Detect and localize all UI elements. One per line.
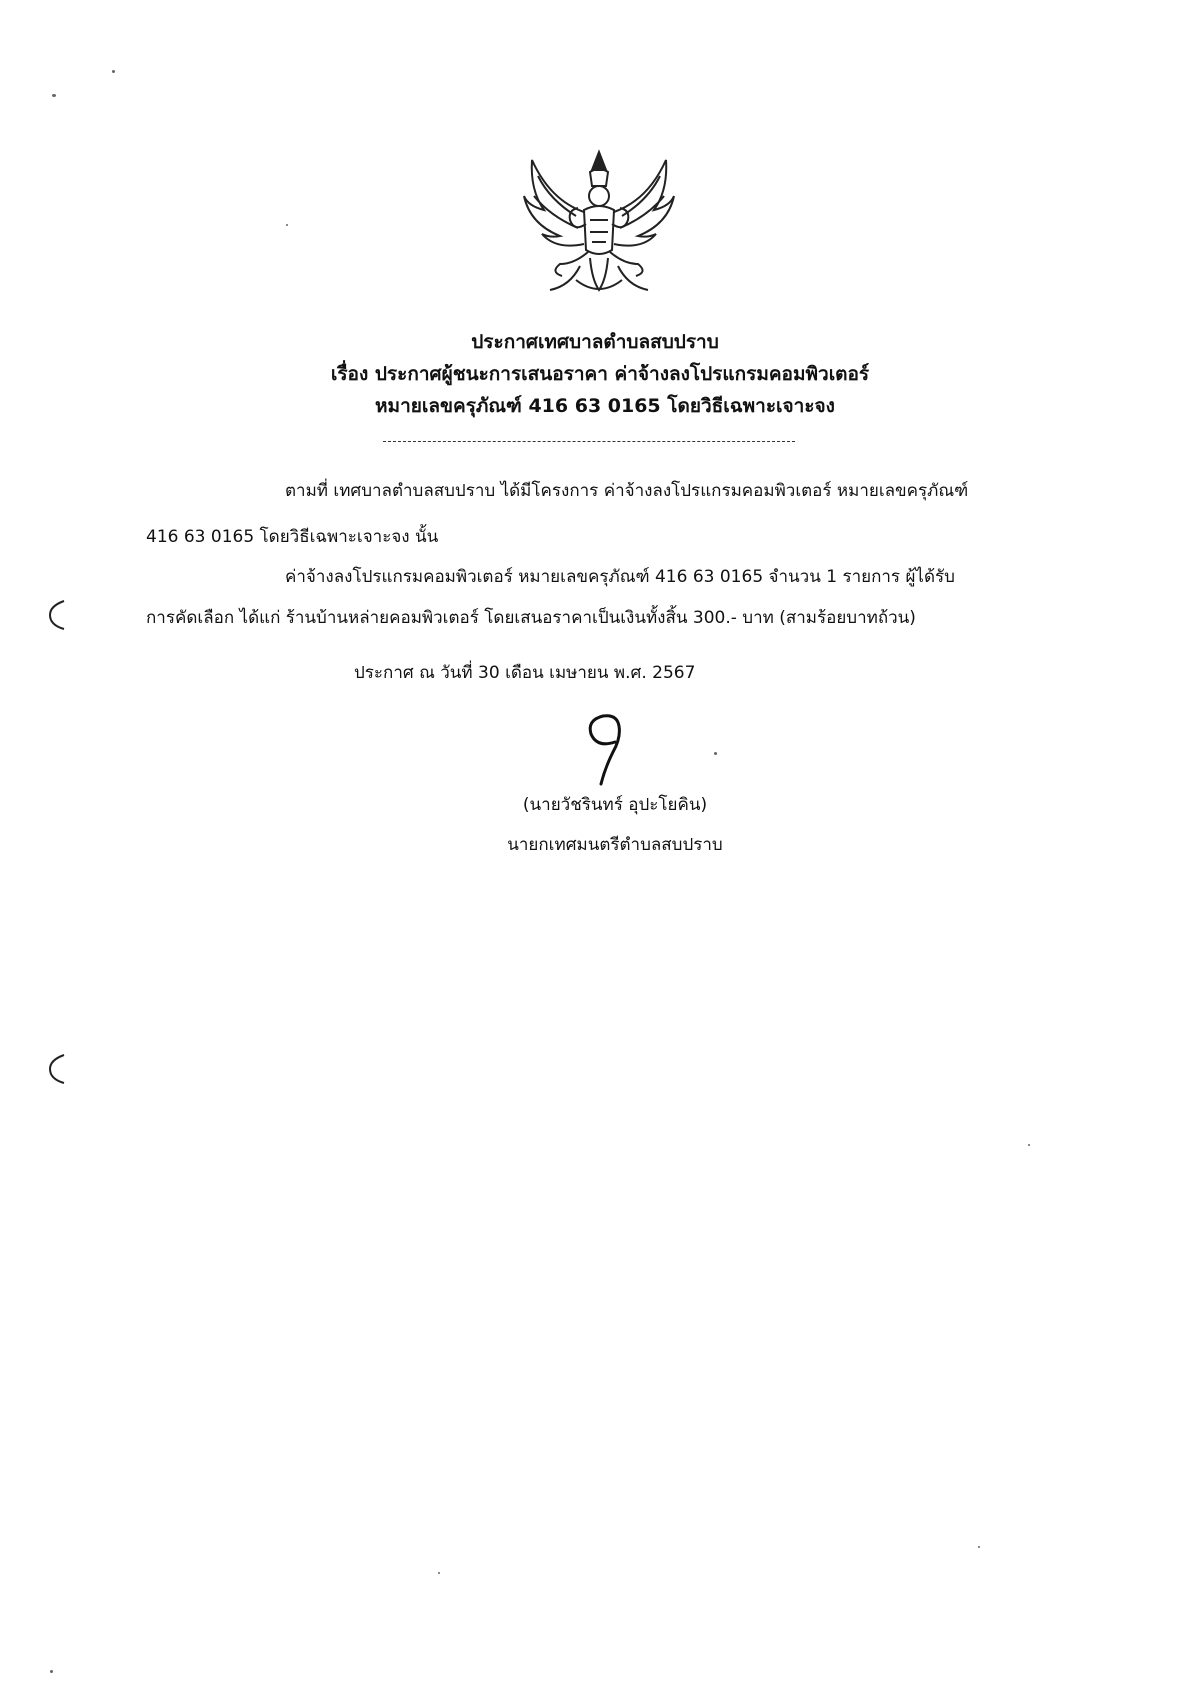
garuda-emblem-icon bbox=[520, 140, 678, 300]
subject-heading: เรื่อง ประกาศผู้ชนะการเสนอราคา ค่าจ้างลงโปรแกรมคอมพิวเตอร์ bbox=[330, 363, 870, 385]
reference-heading: หมายเลขครุภัณฑ์ 416 63 0165 โดยวิธีเฉพาะเจาะจง bbox=[375, 395, 835, 417]
scan-speck bbox=[112, 70, 115, 73]
signer-name: (นายวัชรินทร์ อุปะโยคิน) bbox=[522, 795, 708, 815]
punch-hole-mark-icon bbox=[46, 1052, 68, 1086]
paragraph-1-line-1: ตามที่ เทศบาลตำบลสบปราบ ได้มีโครงการ ค่าจ้างลงโปรแกรมคอมพิวเตอร์ หมายเลขครุภัณฑ์ bbox=[285, 481, 969, 501]
scan-speck bbox=[52, 94, 56, 97]
issuer-heading: ประกาศเทศบาลตำบลสบปราบ bbox=[471, 331, 719, 353]
scan-speck bbox=[50, 1670, 53, 1673]
announcement-title bbox=[0, 326, 1190, 422]
scan-speck bbox=[286, 224, 288, 226]
paragraph-2-line-1: ค่าจ้างลงโปรแกรมคอมพิวเตอร์ หมายเลขครุภัณฑ์ 416 63 0165 จำนวน 1 รายการ ผู้ได้รับ bbox=[285, 567, 955, 587]
divider-line bbox=[383, 441, 795, 442]
paragraph-2-line-2: การคัดเลือก ได้แก่ ร้านบ้านหล่ายคอมพิวเตอร์ โดยเสนอราคาเป็นเงินทั้งสิ้น 300.- บาท (สามร้อยบาทถ้วน) bbox=[146, 608, 916, 628]
paragraph-1-line-2: 416 63 0165 โดยวิธีเฉพาะเจาะจง นั้น bbox=[146, 527, 439, 547]
announcement-date: ประกาศ ณ วันที่ 30 เดือน เมษายน พ.ศ. 2567 bbox=[354, 663, 696, 683]
scan-speck bbox=[714, 752, 717, 755]
signature-icon bbox=[577, 708, 637, 788]
scan-speck bbox=[438, 1572, 440, 1574]
punch-hole-mark-icon bbox=[46, 598, 68, 632]
signer-position: นายกเทศมนตรีตำบลสบปราบ bbox=[507, 835, 723, 855]
scan-speck bbox=[978, 1546, 980, 1548]
scan-speck bbox=[1028, 1144, 1030, 1146]
